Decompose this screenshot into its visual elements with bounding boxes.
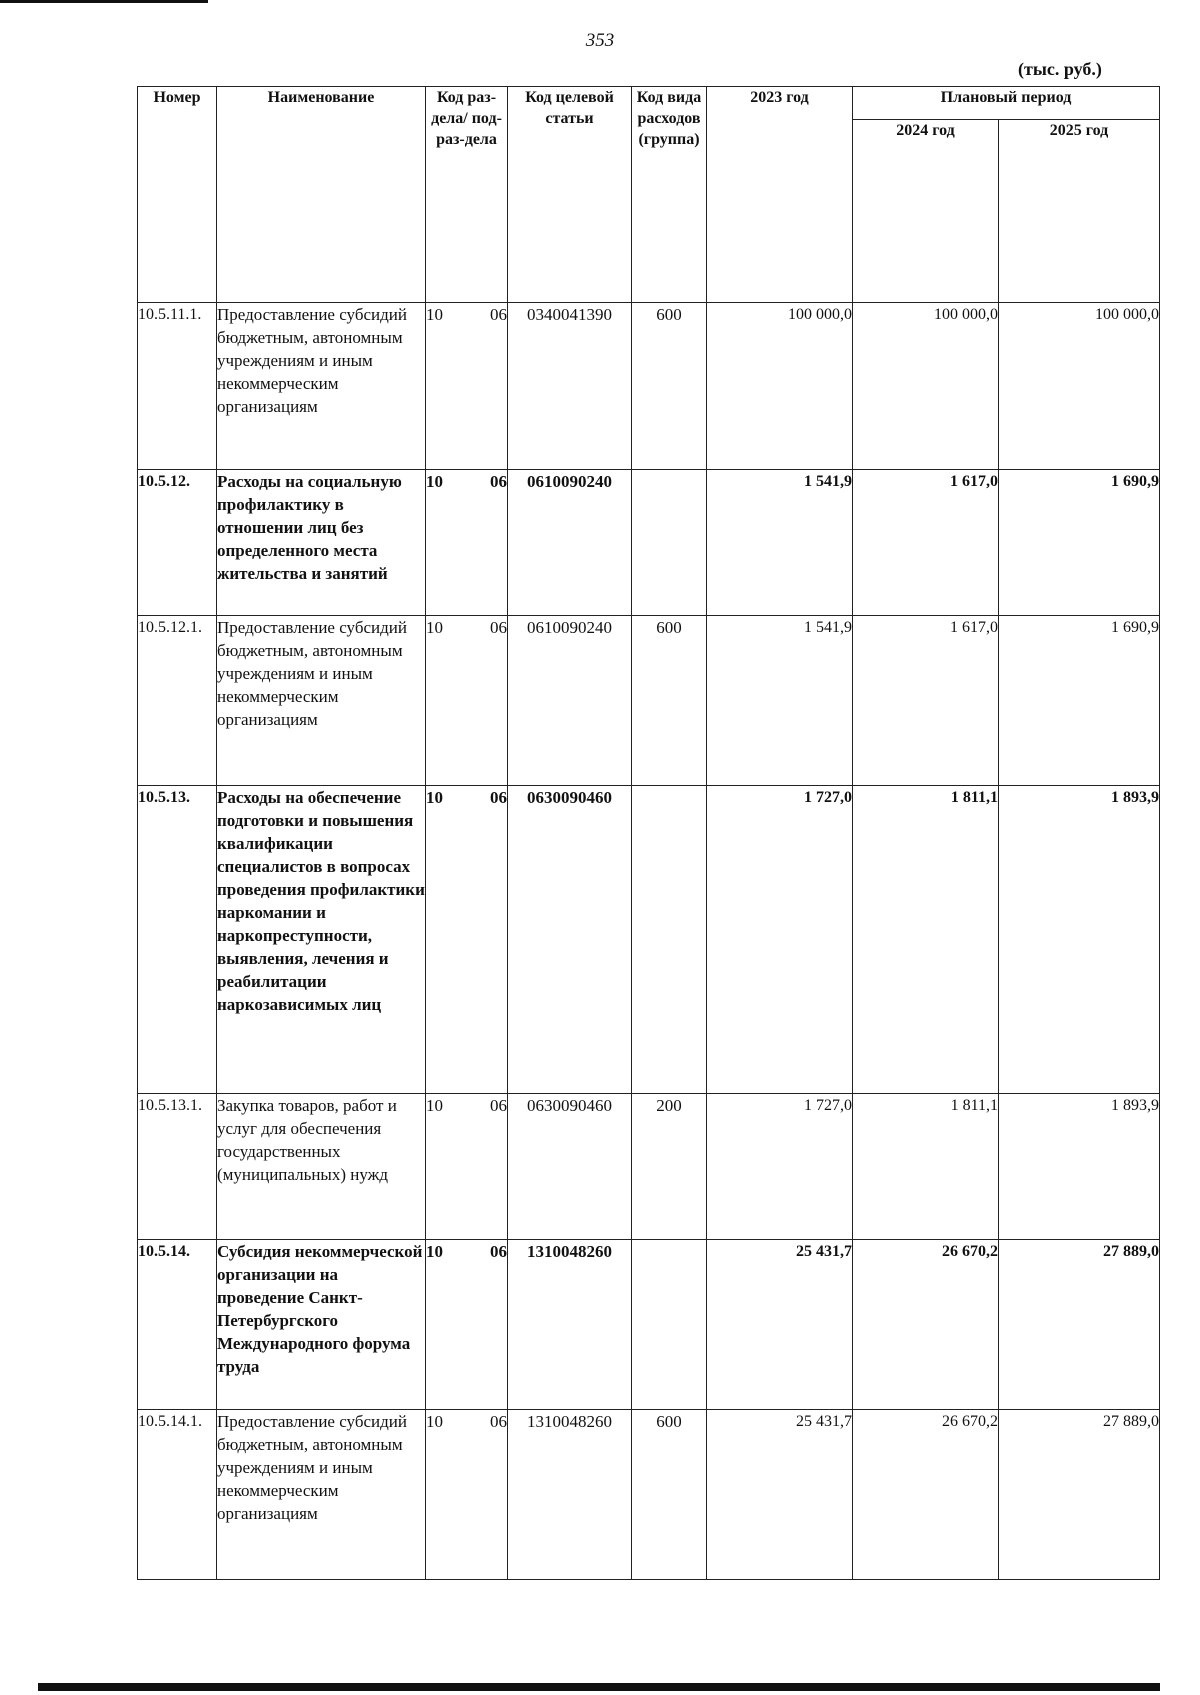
row-amount-2023: 1 727,0 (707, 1094, 853, 1240)
row-number: 10.5.14.1. (138, 1410, 217, 1580)
row-target-code: 0630090460 (508, 1094, 632, 1240)
table-row (138, 470, 1160, 616)
row-number: 10.5.12.1. (138, 616, 217, 786)
row-number: 10.5.12. (138, 470, 217, 616)
row-amount-2023: 1 541,9 (707, 616, 853, 786)
header-number: Номер (138, 87, 217, 303)
bottom-rule (38, 1683, 1160, 1691)
row-number: 10.5.14. (138, 1240, 217, 1410)
subsection-code: 06 (490, 788, 507, 807)
row-target-code: 1310048260 (508, 1410, 632, 1580)
row-target-code: 0610090240 (508, 616, 632, 786)
budget-table (137, 86, 1160, 1580)
subsection-code: 06 (490, 472, 507, 491)
row-section-code (426, 1410, 508, 1580)
subsection-code: 06 (490, 305, 507, 324)
row-amount-2025: 1 690,9 (999, 616, 1160, 786)
subsection-code: 06 (490, 1096, 507, 1115)
row-expense-type: 600 (632, 1410, 707, 1580)
row-target-code: 0630090460 (508, 786, 632, 1094)
row-target-code: 0610090240 (508, 470, 632, 616)
row-section-code (426, 1240, 508, 1410)
header-target-code: Код целевой статьи (508, 87, 632, 303)
header-expense-type: Код вида расходов (группа) (632, 87, 707, 303)
row-amount-2024: 26 670,2 (853, 1410, 999, 1580)
row-amount-2025: 1 690,9 (999, 470, 1160, 616)
top-rule (0, 0, 208, 3)
section-code: 10 (426, 1242, 443, 1261)
row-target-code: 1310048260 (508, 1240, 632, 1410)
table-row (138, 1240, 1160, 1410)
row-amount-2023: 100 000,0 (707, 303, 853, 470)
section-code: 10 (426, 788, 443, 807)
row-amount-2025: 27 889,0 (999, 1240, 1160, 1410)
row-section-code (426, 303, 508, 470)
row-expense-type: 200 (632, 1094, 707, 1240)
units-label: (тыс. руб.) (1018, 59, 1102, 79)
header-year-2025: 2025 год (999, 120, 1160, 303)
section-code: 10 (426, 472, 443, 491)
row-target-code: 0340041390 (508, 303, 632, 470)
table-row (138, 303, 1160, 470)
row-section-code (426, 616, 508, 786)
row-name: Расходы на обеспечение подготовки и повышения квалификации специалистов в вопросах проведения профилактики наркомании и наркопреступности, выявления, лечения и реабилитации наркозависимых лиц (217, 786, 426, 1094)
row-expense-type (632, 1240, 707, 1410)
section-code: 10 (426, 305, 443, 324)
row-name: Расходы на социальную профилактику в отношении лиц без определенного места жительства и занятий (217, 470, 426, 616)
row-section-code (426, 470, 508, 616)
row-amount-2025: 1 893,9 (999, 1094, 1160, 1240)
row-name: Предоставление субсидий бюджетным, автономным учреждениям и иным некоммерческим организациям (217, 303, 426, 470)
row-number: 10.5.13. (138, 786, 217, 1094)
header-planning-period: Плановый период (853, 87, 1160, 120)
table-row (138, 786, 1160, 1094)
row-number: 10.5.13.1. (138, 1094, 217, 1240)
row-name: Предоставление субсидий бюджетным, автономным учреждениям и иным некоммерческим организациям (217, 1410, 426, 1580)
row-amount-2025: 100 000,0 (999, 303, 1160, 470)
row-expense-type (632, 470, 707, 616)
row-name: Закупка товаров, работ и услуг для обеспечения государственных (муниципальных) нужд (217, 1094, 426, 1240)
row-amount-2024: 1 811,1 (853, 1094, 999, 1240)
row-number: 10.5.11.1. (138, 303, 217, 470)
table-row (138, 616, 1160, 786)
row-expense-type: 600 (632, 616, 707, 786)
row-name: Субсидия некоммерческой организации на проведение Санкт-Петербургского Международного форума труда (217, 1240, 426, 1410)
row-amount-2023: 25 431,7 (707, 1410, 853, 1580)
row-amount-2023: 1 541,9 (707, 470, 853, 616)
row-amount-2025: 27 889,0 (999, 1410, 1160, 1580)
section-code: 10 (426, 1412, 443, 1431)
subsection-code: 06 (490, 1242, 507, 1261)
row-amount-2024: 1 811,1 (853, 786, 999, 1094)
row-expense-type: 600 (632, 303, 707, 470)
table-row (138, 1094, 1160, 1240)
page-number: 353 (585, 30, 615, 51)
section-code: 10 (426, 618, 443, 637)
row-amount-2025: 1 893,9 (999, 786, 1160, 1094)
row-amount-2024: 1 617,0 (853, 616, 999, 786)
table-row (138, 1410, 1160, 1580)
header-section-code: Код раз-дела/ под-раз-дела (426, 87, 508, 303)
subsection-code: 06 (490, 618, 507, 637)
section-code: 10 (426, 1096, 443, 1115)
row-amount-2024: 1 617,0 (853, 470, 999, 616)
header-year-2024: 2024 год (853, 120, 999, 303)
row-section-code (426, 786, 508, 1094)
row-amount-2024: 26 670,2 (853, 1240, 999, 1410)
row-section-code (426, 1094, 508, 1240)
header-year-2023: 2023 год (707, 87, 853, 303)
row-amount-2023: 1 727,0 (707, 786, 853, 1094)
header-name: Наименование (217, 87, 426, 303)
row-amount-2023: 25 431,7 (707, 1240, 853, 1410)
row-name: Предоставление субсидий бюджетным, автономным учреждениям и иным некоммерческим организациям (217, 616, 426, 786)
header-row (138, 87, 1160, 120)
row-amount-2024: 100 000,0 (853, 303, 999, 470)
subsection-code: 06 (490, 1412, 507, 1431)
row-expense-type (632, 786, 707, 1094)
